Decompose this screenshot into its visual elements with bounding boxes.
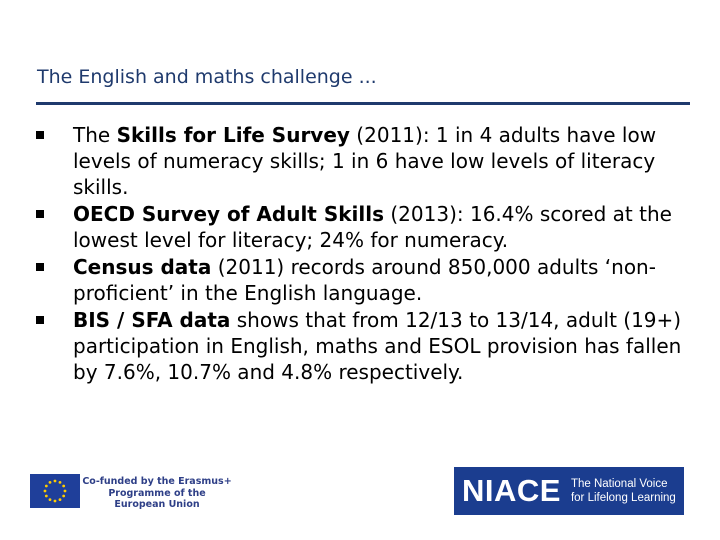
title-divider xyxy=(36,102,690,105)
bullet-text: (2013): 16.4% scored at the lowest level for literacy; 24% for numeracy. xyxy=(73,202,672,252)
eu-flag-icon xyxy=(30,474,80,508)
bullet-item xyxy=(36,307,696,385)
eu-star-icon xyxy=(62,495,65,498)
niace-tagline-line: for Lifelong Learning xyxy=(570,492,676,504)
bullet-text: (2011): 1 in 4 adults have low levels of numeracy skills; 1 in 6 have low levels of literacy skills. xyxy=(73,123,657,199)
eu-star-icon xyxy=(45,495,48,498)
eu-star-icon xyxy=(54,480,57,483)
niace-logo xyxy=(454,467,684,515)
eu-star-icon xyxy=(64,490,67,493)
eu-star-icon xyxy=(49,481,52,484)
bullet-bold-source: BIS / SFA data xyxy=(73,308,231,332)
bullet-bold-source: Census data xyxy=(73,255,212,279)
bullet-item xyxy=(36,201,696,253)
bullet-text: (2011) records around 850,000 adults ‘non-proficient’ in the English language. xyxy=(73,255,656,305)
bullet-item xyxy=(36,122,696,200)
niace-tagline-line: The National Voice xyxy=(570,478,668,490)
eu-star-icon xyxy=(49,498,52,501)
page-title: The English and maths challenge ... xyxy=(37,66,377,88)
bullet-item xyxy=(36,254,696,306)
niace-wordmark: NIACE xyxy=(462,473,561,508)
eu-funding-text: Co-funded by the Erasmus+ Programme of the European Union xyxy=(82,476,232,510)
eu-star-icon xyxy=(62,485,65,488)
eu-star-icon xyxy=(45,485,48,488)
eu-star-icon xyxy=(44,490,47,493)
square-bullet-icon xyxy=(36,316,44,324)
bullet-text: shows that from 12/13 to 13/14, adult (19+) participation in English, maths and ESOL provision has fallen by 7.6%, 10.7% and 4.8% respectively. xyxy=(73,308,682,384)
square-bullet-icon xyxy=(36,263,44,271)
bullet-prefix: The xyxy=(73,123,117,147)
eu-star-icon xyxy=(59,498,62,501)
square-bullet-icon xyxy=(36,210,44,218)
eu-star-icon xyxy=(59,481,62,484)
niace-tagline xyxy=(571,477,676,505)
square-bullet-icon xyxy=(36,131,44,139)
bullet-bold-source: OECD Survey of Adult Skills xyxy=(73,202,385,226)
bullet-list xyxy=(36,122,696,386)
bullet-bold-source: Skills for Life Survey xyxy=(116,123,350,147)
eu-star-icon xyxy=(54,500,57,503)
